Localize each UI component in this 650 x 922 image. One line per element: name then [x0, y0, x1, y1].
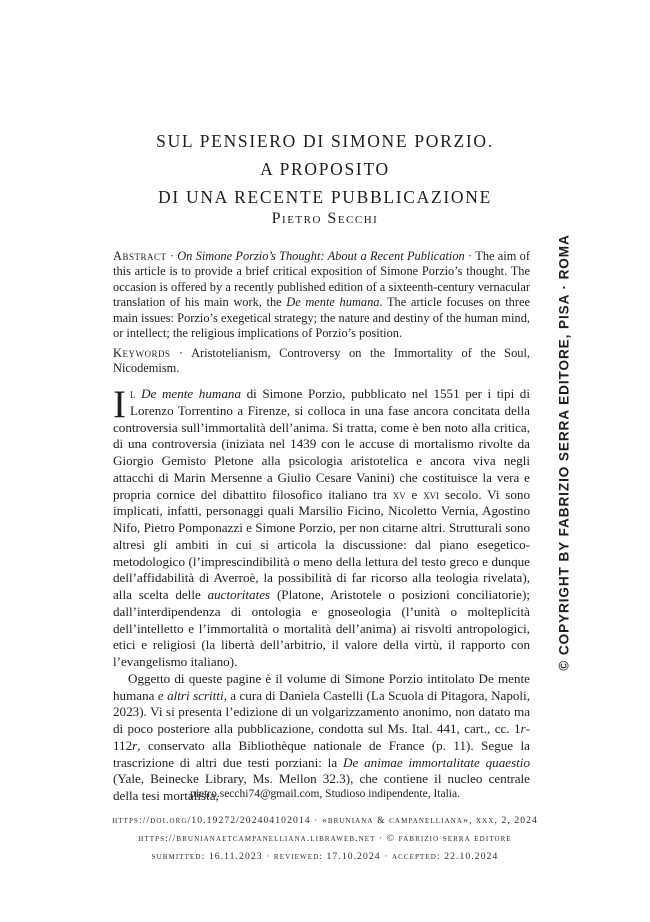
author-affiliation-footnote: pietro.secchi74@gmail.com, Studioso indipendente, Italia. — [190, 788, 460, 800]
doi-line: https://doi.org/10.19272/202404102014 · «bruniana & campanelliana», xxx, 2, 2024 — [112, 815, 538, 826]
article-title — [0, 127, 650, 211]
article-body — [113, 383, 531, 805]
abstract-sep: · — [166, 249, 178, 263]
p2-altri-scritti: e altri scritti — [157, 687, 224, 703]
abstract-text-1: · The aim of this article is to provide a brief critical exposition of Simone Porzio’s thought. The occasion is offered by a recently published edition of a sixteenth-century vernacular translation of his main work, the — [113, 249, 530, 310]
title-line-3: DI UNA RECENTE PUBBLICAZIONE — [158, 187, 492, 207]
copyright-notice — [550, 217, 578, 687]
abstract-label: Abstract — [113, 249, 167, 263]
keywords — [113, 346, 530, 377]
journal-url-line: https://brunianaetcampanelliana.libraweb.net · © fabrizio serra editore — [138, 833, 512, 844]
p2-text-c: -112 — [113, 721, 530, 753]
keywords-label: Keywords — [113, 346, 171, 360]
p2-text-d: , conservato alla Bibliothèque nationale de France (p. 11). Segue la trascrizione di altri due testi porziani: la — [113, 737, 530, 770]
p1-text-a: di Simone Porzio, pubblicato nel 1551 per i tipi di Lorenzo Torrentino a Firenze, si colloca in una fase ancora concitata della controversia sull’immortalità dell’anima. Si tratta, come è ben noto alla critica, di una controversia (iniziata nel 1439 con le accuse di mortalismo rivolte da Giorgio Gemisto Pletone alla psicologia aristotelica e ancora viva negli attacchi di Marin Mersenne a Giulio Cesare Vanini) che costituisce la vera e propria cornice del dibattito filosofico italiano tra — [113, 386, 530, 502]
p2-text-b: , a cura di Daniela Castelli (La Scuola di Pitagora, Napoli, 2023). Vi si presenta l’edizione di un volgarizzamento anonimo, non datato ma di poco posteriore alla pubblicazione, condotta sul Ms. Ital. 441, cart., cc. 1 — [113, 687, 530, 736]
p2-animae-title: De animae immortalitate quaestio — [342, 754, 530, 770]
p1-century-xvi: xvi — [423, 486, 440, 502]
p2-recto-1: r — [520, 721, 526, 736]
paragraph-2 — [113, 671, 530, 805]
abstract-text-2: . The article focuses on three main issues: Porzio’s exegetical strategy; the nature and destiny of the human mind, or intellect; the religious implications of Porzio’s position. — [113, 295, 530, 341]
drop-cap: I — [113, 383, 126, 426]
abstract-work-title: De mente humana — [286, 295, 380, 310]
keywords-text: · Aristotelianism, Controversy on the Immortality of the Soul, Nicodemism. — [113, 346, 530, 376]
abstract-english-title: On Simone Porzio’s Thought: About a Recent Publication — [177, 249, 465, 263]
p1-century-xv: xv — [392, 486, 406, 502]
title-line-1: SUL PENSIERO DI SIMONE PORZIO. — [156, 131, 494, 151]
p1-and: e — [405, 486, 424, 502]
p1-title: De mente humana — [141, 386, 241, 401]
p2-recto-2: r — [132, 737, 138, 753]
abstract — [113, 249, 530, 341]
p2-text-e: (Yale, Beinecke Library, Ms. Mellon 32.3), che contiene il nucleo centrale della tesi mortalista, — [113, 771, 530, 803]
p1-text-b: secolo. Vi sono implicati, infatti, personaggi quali Marsilio Ficino, Nicoletto Vernia, Agostino Nifo, Pietro Pomponazzi e Simone Porzio, per non citarne altri. Strutturali sono altresì gli ambiti in cui si articola la discussione: dal piano esegetico-metodologico (l’imprescindibilità o meno della lettura del testo greco e dunque dell’affidabilità di Averroè, la possibilità di far ricorso alla teologia rivelata), alla scelta delle — [113, 486, 531, 602]
p1-text-c: (Platone, Aristotele o posizioni conciliatorie); dall’interdipendenza di ontologia e gnoseologia (l’unità o molteplicità dell’intelletto e l’immortalità o mortalità dell’anima) ai risvolti antropologici, etici e religiosi (la libertà dell’arbitrio, il valore della virtù, il rapporto con l’evangelismo italiano). — [113, 587, 530, 669]
author-name: Pietro Secchi — [271, 210, 379, 227]
submission-dates-line: submitted: 16.11.2023 · reviewed: 17.10.2024 · accepted: 22.10.2024 — [151, 851, 499, 862]
title-line-2: A PROPOSITO — [260, 159, 390, 179]
paragraph-1 — [113, 383, 531, 671]
copyright-text: © COPYRIGHT BY FABRIZIO SERRA EDITORE, PISA · ROMA — [556, 233, 572, 671]
p1-lead: l — [130, 386, 142, 401]
p2-text-a: Oggetto di queste pagine è il volume di Simone Porzio intitolato De mente humana — [113, 670, 530, 703]
p1-auctoritates: auctoritates — [207, 587, 271, 602]
